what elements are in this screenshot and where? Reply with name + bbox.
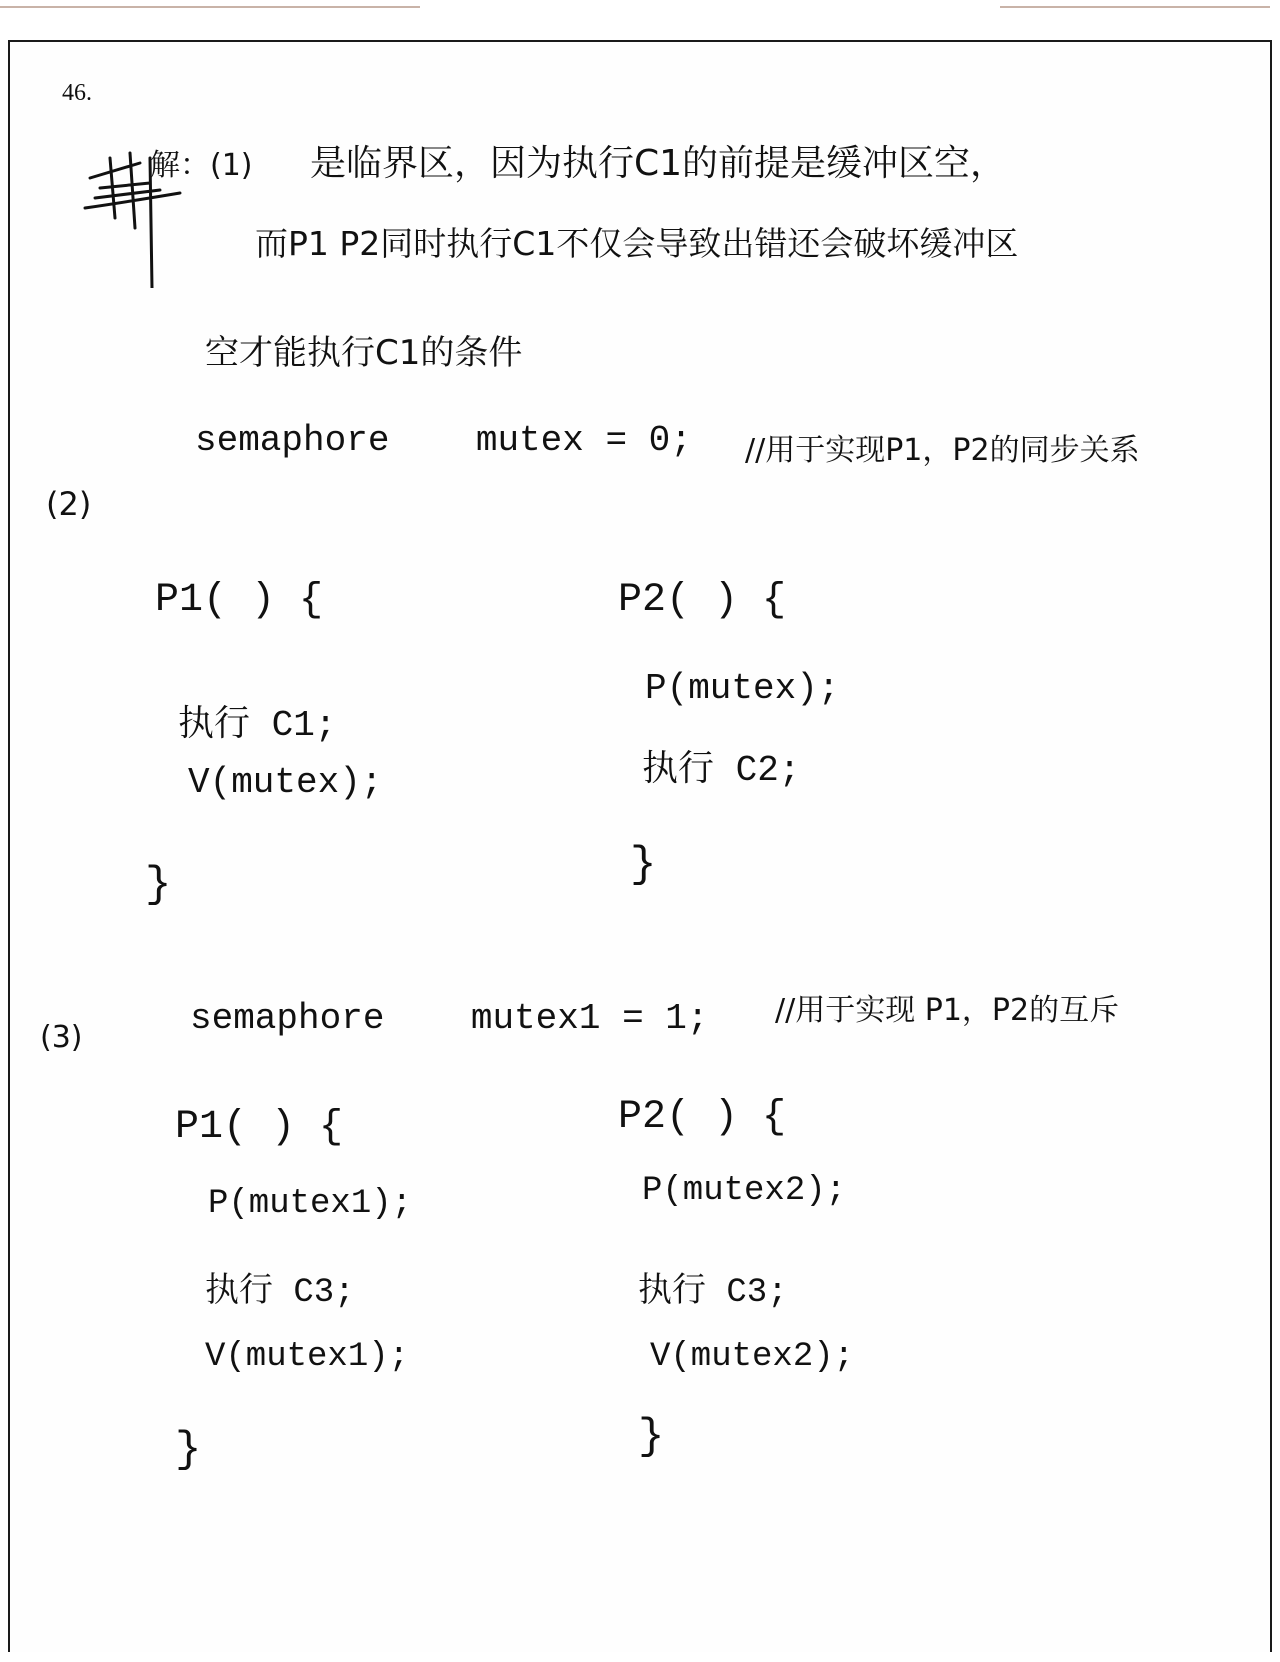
part2-p1-stmt2: V(mutex);: [188, 762, 383, 803]
part2-p1-close: }: [145, 860, 172, 910]
part2-p2-stmt1: P(mutex);: [645, 668, 840, 709]
part2-p2-close: }: [630, 840, 657, 890]
part1-line1: 是临界区，因为执行C1的前提是缓冲区空，: [310, 143, 1007, 184]
top-right-mark: [1000, 6, 1270, 8]
part1-marker: 解：(1): [150, 148, 253, 183]
part2-p2-header: P2( ) {: [618, 578, 787, 623]
top-left-mark: [0, 6, 420, 8]
part3-p1-stmt2: 执行 C3;: [205, 1274, 355, 1312]
part3-p1-header: P1( ) {: [175, 1105, 344, 1150]
part3-p2-stmt1: P(mutex2);: [642, 1172, 847, 1210]
part1-line3: 空才能执行C1的条件: [205, 333, 523, 373]
question-number: 46.: [62, 80, 92, 106]
part3-p1-close: }: [175, 1425, 202, 1475]
part3-p2-close: }: [638, 1412, 665, 1462]
part2-p1-stmt1: 执行 C1;: [178, 705, 337, 746]
part3-label: (3): [40, 1020, 83, 1055]
part3-declaration: semaphore mutex1 = 1;: [190, 998, 709, 1039]
part1-line2: 而P1 P2同时执行C1不仅会导致出错还会破坏缓冲区: [255, 224, 1019, 263]
part3-p2-stmt2: 执行 C3;: [638, 1274, 788, 1312]
part2-declaration: semaphore mutex = 0;: [195, 420, 692, 461]
part3-comment: //用于实现 P1，P2的互斥: [775, 993, 1120, 1028]
part3-p2-stmt3: V(mutex2);: [650, 1338, 855, 1376]
part2-p1-header: P1( ) {: [155, 578, 324, 623]
part2-comment: //用于实现P1，P2的同步关系: [745, 433, 1140, 468]
part3-p1-stmt3: V(mutex1);: [205, 1338, 410, 1376]
part3-p1-stmt1: P(mutex1);: [208, 1185, 413, 1223]
part2-label: (2): [46, 485, 92, 523]
part2-p2-stmt2: 执行 C2;: [642, 750, 801, 791]
part3-p2-header: P2( ) {: [618, 1095, 787, 1140]
